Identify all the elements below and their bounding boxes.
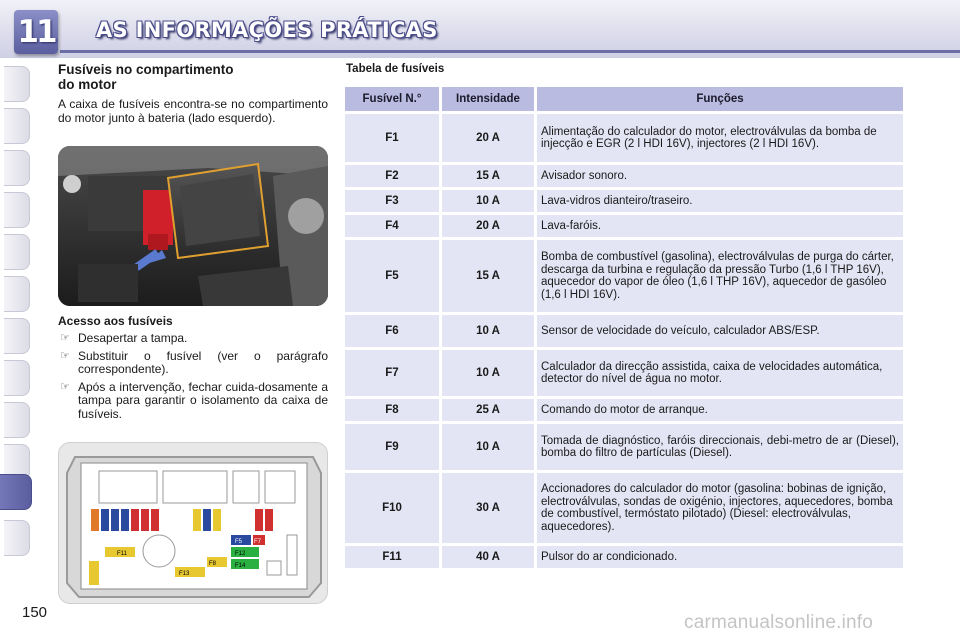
fuse-function: Tomada de diagnóstico, faróis direccionais, debi-metro de ar (Diesel), bomba do filtro de partículas (Diesel).: [537, 424, 903, 470]
table-row: [345, 114, 903, 162]
chapter-tab-active[interactable]: [0, 474, 32, 510]
fuse-amperage: 40 A: [442, 546, 534, 568]
fuse-access-section: [58, 314, 328, 421]
fuse-number: F6: [345, 315, 439, 347]
chapter-tab[interactable]: [4, 360, 30, 396]
hand-pointer-icon: ☞: [60, 349, 70, 362]
fuse-amperage: 20 A: [442, 114, 534, 162]
fuse-function: Lava-vidros dianteiro/traseiro.: [537, 190, 903, 212]
fuse-label: F14: [235, 563, 246, 569]
column-header-fuse-number: Fusível N.°: [345, 87, 439, 111]
fuse-number: F5: [345, 240, 439, 312]
instruction-item: [58, 350, 328, 377]
table-row: [345, 240, 903, 312]
fuse-amperage: 15 A: [442, 240, 534, 312]
engine-fuses-section: [58, 62, 328, 125]
column-header-amperage: Intensidade: [442, 87, 534, 111]
section-title-line: Fusíveis no compartimento: [58, 62, 234, 77]
watermark[interactable]: carmanualsonline.info: [684, 612, 874, 633]
table-row: [345, 350, 903, 396]
engine-compartment-photo: [58, 146, 328, 306]
chapter-badge: [14, 10, 58, 54]
chapter-tab[interactable]: [4, 108, 30, 144]
fuse-label: F12: [235, 551, 246, 557]
fuse-function: Accionadores do calculador do motor (gasolina: bobinas de ignição, electroválvulas, sondas de oxigénio, injectores, aquecedores, bomba de combustível, termóstato pilotado) (Diesel: electroválvulas, aquecedores).: [537, 473, 903, 543]
instruction-item: [58, 381, 328, 422]
fuse-function: Calculador da direcção assistida, caixa de velocidades automática, detector do nível de água no motor.: [537, 350, 903, 396]
page-header: [0, 0, 960, 58]
fuse-amperage: 20 A: [442, 215, 534, 237]
fuse-number: F4: [345, 215, 439, 237]
table-row: [345, 399, 903, 421]
fuse-function: Alimentação do calculador do motor, electroválvulas da bomba de injecção e EGR (2 l HDI 16V), injectores (2 l HDI 16V).: [537, 114, 903, 162]
table-row: [345, 190, 903, 212]
fuse-label: F13: [179, 571, 190, 577]
fuse-amperage: 10 A: [442, 190, 534, 212]
fuse-box-drawing: [59, 443, 328, 604]
fuse-label: F8: [209, 561, 217, 567]
fuse-amperage: 10 A: [442, 424, 534, 470]
fuse-function: Pulsor do ar condicionado.: [537, 546, 903, 568]
chapter-tab[interactable]: [4, 234, 30, 270]
access-title: Acesso aos fusíveis: [58, 314, 173, 328]
fuse-function: Comando do motor de arranque.: [537, 399, 903, 421]
instruction-text: Após a intervenção, fechar cuida-dosamente a tampa para garantir o isolamento da caixa de fusíveis.: [78, 379, 328, 421]
chapter-tab[interactable]: [4, 150, 30, 186]
chapter-tab[interactable]: [4, 520, 30, 556]
fuse-label: F11: [117, 551, 127, 557]
chapter-tab[interactable]: [4, 192, 30, 228]
chapter-tab[interactable]: [4, 318, 30, 354]
fuse-function: Bomba de combustível (gasolina), electroválvulas de purga do cárter, descarga da turbina e regulação da pressão Turbo (1,6 l THP 16V), aquecedor do vapor de óleo (1,6 l THP 16V), aquecedor de gasóleo (1,6 l HDI 16V).: [537, 240, 903, 312]
chapter-tab[interactable]: [4, 276, 30, 312]
fuse-amperage: 10 A: [442, 315, 534, 347]
fuse-box-diagram: [58, 442, 328, 604]
fuse-amperage: 30 A: [442, 473, 534, 543]
hand-pointer-icon: ☞: [60, 332, 70, 344]
fuse-number: F9: [345, 424, 439, 470]
fuse-amperage: 15 A: [442, 165, 534, 187]
fuse-number: F7: [345, 350, 439, 396]
table-title: Tabela de fusíveis: [346, 63, 445, 75]
fuse-number: F8: [345, 399, 439, 421]
intro-paragraph: A caixa de fusíveis encontra-se no compartimento do motor junto à bateria (lado esquerdo).: [58, 97, 328, 125]
chapter-number: 11: [17, 14, 55, 50]
fuse-function: Avisador sonoro.: [537, 165, 903, 187]
section-title-line: do motor: [58, 77, 117, 92]
hand-pointer-icon: ☞: [60, 380, 70, 393]
instruction-text: Desapertar a tampa.: [78, 331, 188, 345]
chapter-tabs: [0, 60, 36, 580]
instruction-text: Substituir o fusível (ver o parágrafo correspondente).: [78, 348, 328, 376]
fuse-number: F2: [345, 165, 439, 187]
page-number: 150: [22, 604, 48, 621]
table-row: [345, 473, 903, 543]
table-header-row: [345, 87, 903, 111]
page-title: AS INFORMAÇÕES PRÁTICAS: [96, 18, 438, 42]
table-row: [345, 546, 903, 568]
fuse-label: F7: [254, 539, 262, 545]
fuse-amperage: 10 A: [442, 350, 534, 396]
engine-photo-illustration: [58, 146, 328, 306]
fuse-number: F1: [345, 114, 439, 162]
table-row: [345, 424, 903, 470]
section-title: [58, 62, 328, 92]
fuse-label: F5: [235, 539, 243, 545]
table-row: [345, 215, 903, 237]
fuse-number: F10: [345, 473, 439, 543]
chapter-tab[interactable]: [4, 66, 30, 102]
fuse-function: Lava-faróis.: [537, 215, 903, 237]
table-row: [345, 315, 903, 347]
fuse-amperage: 25 A: [442, 399, 534, 421]
fuse-table: [342, 84, 906, 571]
table-row: [345, 165, 903, 187]
fuse-function: Sensor de velocidade do veículo, calculador ABS/ESP.: [537, 315, 903, 347]
instruction-item: [58, 332, 328, 346]
fuse-number: F3: [345, 190, 439, 212]
column-header-functions: Funções: [537, 87, 903, 111]
fuse-number: F11: [345, 546, 439, 568]
header-underline: [60, 50, 960, 53]
chapter-tab[interactable]: [4, 402, 30, 438]
